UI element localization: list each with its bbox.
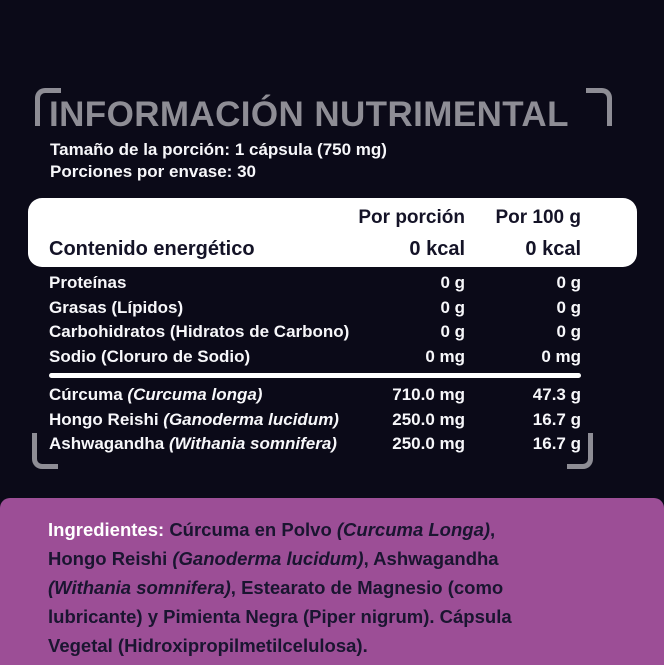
- table-row-nutrient-2: [49, 320, 581, 345]
- ingredient-text: lubricante) y Pimienta Negra (Piper nigrum). Cápsula: [48, 606, 512, 627]
- row-value-per-100g: 16.7 g: [532, 434, 581, 454]
- ingredient-scientific-name: (Curcuma Longa): [336, 519, 491, 540]
- row-label: Ashwagandha (Withania somnifera): [49, 434, 337, 454]
- row-scientific-name: (Ganoderma lucidum): [158, 409, 339, 429]
- corner-bracket-top-right-icon: [586, 88, 612, 126]
- row-label: Grasas (Lípidos): [49, 297, 184, 317]
- row-label: Carbohidratos (Hidratos de Carbono): [49, 322, 350, 342]
- row-value-per-100g: 0 g: [556, 297, 581, 317]
- ingredient-text: Vegetal (Hidroxipropilmetilcelulosa).: [48, 635, 368, 656]
- herb-rows: [0, 383, 664, 457]
- table-header-row: [49, 205, 581, 231]
- row-label: Hongo Reishi (Ganoderma lucidum): [49, 409, 339, 429]
- energy-label: Contenido energético: [49, 237, 255, 260]
- ingredient-text: , Ashwagandha: [363, 548, 499, 569]
- row-label: Proteínas: [49, 273, 127, 293]
- energy-row: [49, 236, 581, 262]
- row-value-per-serving: 0 g: [440, 322, 465, 342]
- energy-per-100g: 0 kcal: [525, 237, 581, 260]
- row-scientific-name: (Withania somnifera): [164, 434, 337, 454]
- row-value-per-serving: 710.0 mg: [392, 385, 465, 405]
- ingredient-text: Hongo Reishi: [48, 548, 173, 569]
- row-value-per-serving: 250.0 mg: [392, 409, 465, 429]
- ingredients-text: [48, 515, 512, 660]
- energy-per-serving: 0 kcal: [409, 237, 465, 260]
- row-value-per-100g: 0 g: [556, 273, 581, 293]
- row-value-per-100g: 47.3 g: [532, 385, 581, 405]
- ingredient-text: , Estearato de Magnesio (como: [230, 577, 504, 598]
- row-value-per-100g: 0 g: [556, 322, 581, 342]
- ingredient-scientific-name: (Withania somnifera): [48, 577, 231, 598]
- row-value-per-100g: 16.7 g: [532, 409, 581, 429]
- table-row-herb-2: [49, 432, 581, 457]
- row-value-per-serving: 0 g: [440, 297, 465, 317]
- serving-size-text: Tamaño de la porción: 1 cápsula (750 mg): [50, 140, 387, 159]
- row-label: Cúrcuma (Curcuma longa): [49, 385, 263, 405]
- table-row-nutrient-3: [49, 345, 581, 370]
- col-header-per-serving: Por porción: [358, 207, 465, 228]
- table-row-nutrient-1: [49, 296, 581, 321]
- table-row-herb-1: [49, 408, 581, 433]
- table-row-herb-0: [49, 383, 581, 408]
- col-header-per-100g: Por 100 g: [495, 207, 581, 228]
- table-row-nutrient-0: [49, 271, 581, 296]
- row-value-per-serving: 250.0 mg: [392, 434, 465, 454]
- row-value-per-serving: 0 mg: [425, 346, 465, 366]
- ingredient-text: Cúrcuma en Polvo: [169, 519, 337, 540]
- row-value-per-100g: 0 mg: [541, 346, 581, 366]
- ingredients-panel: [0, 498, 664, 665]
- ingredient-text: ,: [490, 519, 496, 540]
- ingredients-label: Ingredientes:: [48, 519, 170, 540]
- nutrient-rows: [0, 271, 664, 369]
- page-title: INFORMACIÓN NUTRIMENTAL: [49, 95, 569, 134]
- row-label: Sodio (Cloruro de Sodio): [49, 346, 251, 366]
- ingredient-scientific-name: (Ganoderma lucidum): [172, 548, 364, 569]
- energy-panel: [28, 198, 637, 267]
- row-scientific-name: (Curcuma longa): [122, 385, 263, 405]
- section-divider: [49, 373, 581, 378]
- row-value-per-serving: 0 g: [440, 273, 465, 293]
- servings-per-container-text: Porciones por envase: 30: [50, 162, 256, 181]
